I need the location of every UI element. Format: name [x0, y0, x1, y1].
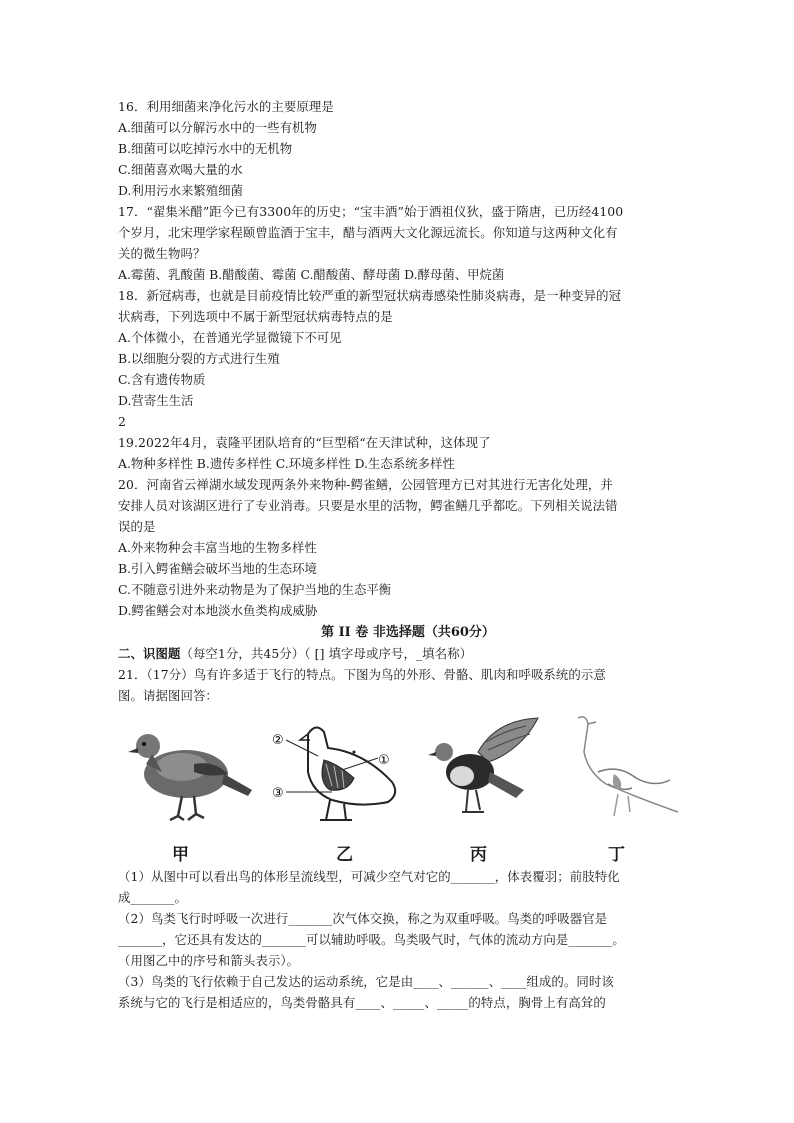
q21-line2: 图。请据图回答： [118, 688, 218, 703]
q20-line2: 安排人员对该湖区进行了专业消毒。只要是水里的活物，鳄雀鳝几乎都吃。下列相关说法错 [118, 498, 618, 513]
figure-jia-pigeon [124, 712, 254, 832]
q21-part2-line3: （用图乙中的序号和箭头表示）。 [118, 953, 300, 968]
figure-label-ding: 丁 [608, 845, 625, 865]
q16-stem: 16．利用细菌来净化污水的主要原理是 [118, 99, 334, 114]
figure-label-bing: 丙 [470, 845, 487, 865]
figure-yi-skeleton [268, 712, 408, 837]
figure-label-jia: 甲 [172, 845, 189, 865]
q18-line1: 18．新冠病毒，也就是目前疫情比较严重的新型冠状病毒感染性肺炎病毒，是一种变异的冠 [118, 288, 622, 303]
q17-line2: 个岁月，北宋理学家程颐曾监酒于宝丰，醋与酒两大文化源远流长。你知道与这两种文化有 [118, 225, 618, 240]
q16-option-c: C.细菌喜欢喝大量的水 [118, 162, 243, 177]
q21-part3-line1: （3）鸟类的飞行依赖于自己发达的运动系统，它是由____、______、____组成的。同时该 [118, 974, 614, 989]
q20-option-a: A.外来物种会丰富当地的生物多样性 [118, 540, 317, 555]
q16-option-a: A.细菌可以分解污水中的一些有机物 [118, 120, 317, 135]
exam-page [118, 96, 698, 1013]
section-heading-label: 二、识图题 [118, 646, 181, 661]
q21-part2-line1: （2）鸟类飞行时呼吸一次进行_______次气体交换，称之为双重呼吸。鸟类的呼吸器官是 [118, 911, 608, 926]
section-heading-note: （每空1分，共45分）（ [] 填字母或序号，_填名称） [180, 646, 473, 661]
marker-3: ③ [272, 786, 284, 801]
q17-line1: 17．“翟集米醋”距今已有3300年的历史；“宝丰酒”始于酒祖仪狄，盛于隋唐，已历经4100 [118, 204, 624, 219]
page-number: 2 [118, 414, 126, 429]
q21-part1-line1: （1）从图中可以看出鸟的体形呈流线型，可减少空气对它的_______，体表覆羽；前肢特化 [118, 869, 620, 884]
q16-option-d: D.利用污水来繁殖细菌 [118, 183, 243, 198]
q21-part1-line2: 成_______。 [118, 890, 188, 905]
section-heading [118, 643, 698, 664]
q20-option-b: B.引入鳄雀鳝会破坏当地的生态环境 [118, 561, 317, 576]
q21-part2-line2: _______，它还具有发达的_______可以辅助呼吸。鸟类吸气时，气体的流动方向是_______。 [118, 932, 625, 947]
q18-option-b: B.以细胞分裂的方式进行生殖 [118, 351, 280, 366]
bird-figures [118, 712, 698, 865]
figure-ding-respiratory [558, 712, 688, 832]
figure-bing-muscles [426, 712, 546, 832]
marker-1: ① [378, 753, 390, 768]
q20-line3: 误的是 [118, 519, 156, 534]
q20-option-c: C.不随意引进外来动物是为了保护当地的生态平衡 [118, 582, 392, 597]
q20-line1: 20．河南省云禅湖水域发现两条外来物种-鳄雀鳝，公园管理方已对其进行无害化处理，并 [118, 477, 613, 492]
q21-part3-line2: 系统与它的飞行是相适应的，鸟类骨骼具有____、_____、_____的特点，胸骨上有高耸的 [118, 995, 606, 1010]
marker-2: ② [272, 733, 284, 748]
q18-option-d: D.营寄生生活 [118, 393, 194, 408]
q18-option-a: A.个体微小，在普通光学显微镜下不可见 [118, 330, 342, 345]
q21-line1: 21．（17分）鸟有许多适于飞行的特点。下图为鸟的外形、骨骼、肌肉和呼吸系统的示意 [118, 667, 606, 682]
section-title: 第 II 卷 非选择题（共60分） [321, 625, 495, 640]
q18-line2: 状病毒，下列选项中不属于新型冠状病毒特点的是 [118, 309, 393, 324]
q20-option-d: D.鳄雀鳝会对本地淡水鱼类构成威胁 [118, 603, 318, 618]
q17-options: A.霉菌、乳酸菌 B.醋酸菌、霉菌 C.醋酸菌、酵母菌 D.酵母菌、甲烷菌 [118, 267, 505, 282]
q19-options: A.物种多样性 B.遗传多样性 C.环境多样性 D.生态系统多样性 [118, 456, 455, 471]
q16-option-b: B.细菌可以吃掉污水中的无机物 [118, 141, 293, 156]
figure-label-yi: 乙 [336, 845, 353, 865]
q17-line3: 关的微生物吗？ [118, 246, 206, 261]
q19-stem: 19.2022年4月，袁隆平团队培育的“巨型稻“在天津试种，这体现了 [118, 435, 491, 450]
q18-option-c: C.含有遗传物质 [118, 372, 206, 387]
